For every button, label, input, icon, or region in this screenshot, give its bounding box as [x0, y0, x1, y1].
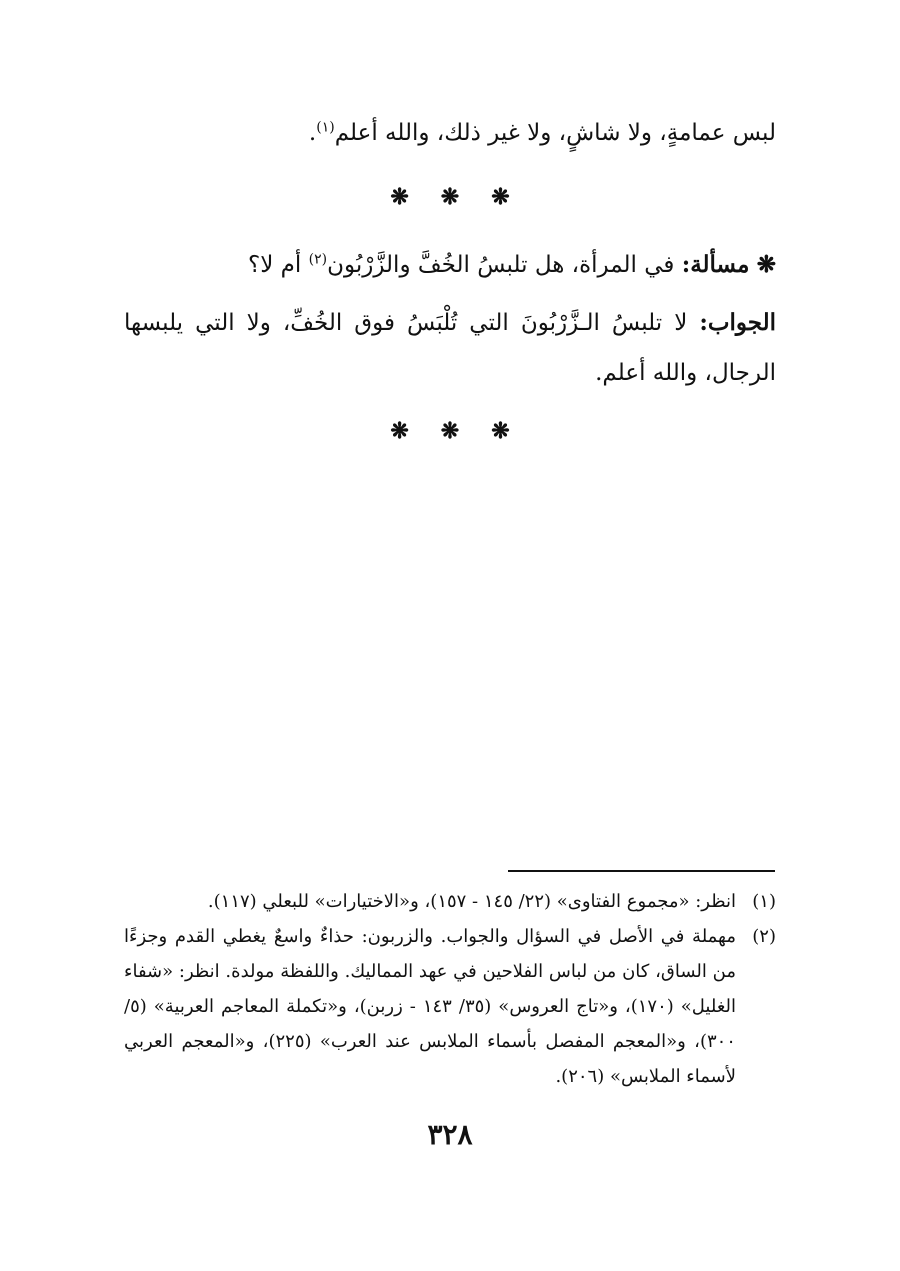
- answer-text: لا تلبسُ الـزَّرْبُونَ التي تُلْبَسُ فوق الخُفِّ، ولا التي يلبسها الرجال، والله أعلم.: [124, 310, 776, 386]
- separator-star-icon: ❋: [440, 418, 460, 444]
- paragraph-end: .: [308, 120, 317, 146]
- separator-star-icon: ❋: [390, 184, 409, 210]
- page-number: ٣٢٨: [427, 1118, 473, 1151]
- section-separator-1: [0, 184, 900, 210]
- paragraph-text: لبس عمامةٍ، ولا شاشٍ، ولا غير ذلك، والله أعلم: [334, 120, 776, 146]
- separator-star-icon: ❋: [390, 418, 409, 444]
- question-label: مسألة:: [681, 251, 750, 278]
- footnote-number: (١): [752, 891, 776, 912]
- footnote-1: [124, 884, 776, 919]
- footnote-text: مهملة في الأصل في السؤال والجواب. والزربون: حذاءٌ واسعٌ يغطي القدم وجزءًا من الساق، كان من لباس الفلاحين في عهد المماليك. واللفظة مولدة. انظر: «شفاء الغليل» (١٧٠)، و«تاج العروس» (٣٥/ ١٤٣ - زربن)، و«تكملة المعاجم العربية» (٥/ ٣٠٠)، و«المعجم المفصل بأسماء الملابس عند العرب» (٢٢٥)، و«المعجم العربي لأسماء الملابس» (٢٠٦).: [124, 926, 736, 1087]
- answer-label: الجواب:: [699, 309, 776, 336]
- question-paragraph: [124, 240, 776, 290]
- paragraph-continuation: [124, 108, 776, 158]
- separator-star-icon: ❋: [440, 184, 460, 210]
- section-separator-2: [0, 418, 900, 444]
- answer-paragraph: [124, 298, 776, 398]
- question-text-end: أم لا؟: [248, 252, 309, 278]
- question-marker-icon: ❋: [756, 251, 776, 278]
- footnote-ref-2[interactable]: (٢): [308, 251, 328, 268]
- footnote-2: [124, 919, 776, 1094]
- footnote-divider: [508, 870, 775, 872]
- separator-star-icon: ❋: [491, 184, 510, 210]
- footnote-text: انظر: «مجموع الفتاوى» (٢٢/ ١٤٥ - ١٥٧)، و«الاختيارات» للبعلي (١١٧).: [207, 891, 736, 912]
- footnote-ref-1[interactable]: (١): [316, 119, 335, 136]
- footnote-number: (٢): [752, 926, 776, 947]
- footnotes: [124, 884, 776, 1094]
- question-text: في المرأة، هل تلبسُ الخُفَّ والزَّرْبُون: [327, 252, 682, 278]
- separator-star-icon: ❋: [491, 418, 510, 444]
